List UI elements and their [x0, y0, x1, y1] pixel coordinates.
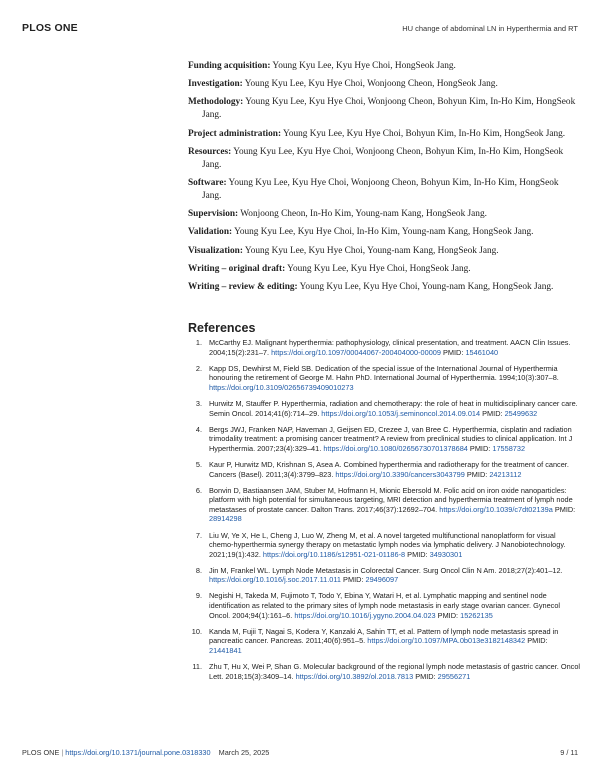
contribution-role: Supervision: — [188, 209, 239, 220]
reference-number: 3. — [195, 398, 202, 408]
author-contributions — [188, 60, 580, 299]
reference-text: Kanda M, Fujii T, Nagai S, Kodera Y, Kanzaki A, Sahin TT, et al. Pattern of lymph node metastasis spread in pancreatic cancer. Pancreas. 2011;40(6):951–5. — [209, 626, 559, 646]
reference-item: 7. Liu W, Ye X, He L, Cheng J, Luo W, Zheng M, et al. A novel targeted multifunctional nanoplatform for visual chemo-hyperthermia synergy therapy on metastatic lymph nodes via lymphatic delivery. J Nanobiotechnology. 2021;19(1):432. https://doi.org/10.1186/s12951-021-01186-8 PMID: 34930301 — [188, 531, 582, 560]
reference-pmid-link[interactable]: 29556271 — [437, 671, 471, 681]
reference-text: Hurwitz M, Stauffer P. Hyperthermia, radiation and chemotherapy: the role of heat in multidisciplinary cancer care. Semin Oncol. 2014;41(6):714–29. — [209, 398, 578, 418]
reference-pmid-link[interactable]: 15262135 — [460, 610, 493, 620]
reference-number: 11. — [192, 662, 202, 672]
reference-item: 3. Hurwitz M, Stauffer P. Hyperthermia, radiation and chemotherapy: the role of heat in multidisciplinary cancer care. Semin Oncol. 2014;41(6):714–29. https://doi.org/10.1053/j.seminoncol.2014.09.014 PMID: 25499632 — [188, 399, 582, 418]
reference-doi-link[interactable]: https://doi.org/10.1016/j.ygyno.2004.04.023 — [294, 610, 436, 620]
reference-number: 8. — [195, 565, 202, 575]
reference-text: Negishi H, Takeda M, Fujimoto T, Todo Y, Ebina Y, Watari H, et al. Lymphatic mapping and sentinel node identification as related to the primary sites of lymph node metastasis in early stage ovarian cancer. Gynecol Oncol. 2004;94(1):161–6. — [209, 591, 561, 620]
reference-text: Bonvin D, Bastiaansen JAM, Stuber M, Hofmann H, Mionic Ebersold M. Folic acid on iron oxide nanoparticles: platform with high potential for simultaneous targeting, MRI detection and hyperthermia treatment of lymph node metastases of prostate cancer. Dalton Trans. 2017;46(37):12692–704. — [209, 485, 573, 514]
reference-pmid-link[interactable]: 21441841 — [209, 645, 242, 655]
reference-list — [188, 338, 582, 688]
reference-doi-link[interactable]: https://doi.org/10.3109/02656739409010273 — [209, 382, 354, 392]
reference-item: 11. Zhu T, Hu X, Wei P, Shan G. Molecular background of the regional lymph node metastasis of gastric cancer. Oncol Lett. 2018;15(3):3409–14. https://doi.org/10.3892/ol.2018.7813 PMID: 29556271 — [188, 662, 582, 681]
reference-text: Kapp DS, Dewhirst M, Field SB. Dedication of the special issue of the International Journal of Hyperthermia honouring the retirement of George M. Hahn PhD. International Journal of Hyperthermia. 1994;10(3):307–8. — [209, 363, 559, 383]
contribution-entry — [188, 263, 580, 276]
contribution-role: Investigation: — [188, 79, 243, 90]
reference-number: 7. — [195, 530, 202, 540]
reference-number: 2. — [195, 363, 202, 373]
contribution-role: Resources: — [188, 146, 232, 157]
contribution-entry — [188, 128, 580, 141]
contribution-role: Validation: — [188, 227, 233, 238]
reference-number: 9. — [195, 591, 202, 601]
running-title: HU change of abdominal LN in Hyperthermia and RT — [402, 24, 578, 33]
reference-doi-link[interactable]: https://doi.org/10.1053/j.seminoncol.2014.09.014 — [321, 408, 481, 418]
contribution-entry — [188, 281, 580, 294]
contribution-names: Young Kyu Lee, Kyu Hye Choi, HongSeok Jang. — [272, 61, 456, 71]
reference-number: 6. — [195, 485, 202, 495]
contribution-role: Writing – original draft: — [188, 263, 286, 274]
contribution-names: Young Kyu Lee, Kyu Hye Choi, Young-nam Kang, HongSeok Jang. — [244, 245, 499, 256]
reference-pmid-link[interactable]: 15461040 — [465, 347, 499, 357]
contribution-entry — [188, 96, 580, 122]
page-header — [0, 0, 600, 42]
contribution-names: Young Kyu Lee, Kyu Hye Choi, Young-nam Kang, HongSeok Jang. — [299, 281, 554, 292]
footer-brand: PLOS ONE — [22, 748, 60, 757]
contribution-names: Wonjoong Cheon, In-Ho Kim, Young-nam Kang, HongSeok Jang. — [240, 209, 487, 220]
reference-doi-link[interactable]: https://doi.org/10.3390/cancers3043799 — [335, 469, 465, 479]
contribution-names: Young Kyu Lee, Kyu Hye Choi, Wonjoong Cheon, Bohyun Kim, In-Ho Kim, HongSeok Jang. — [202, 146, 564, 170]
reference-doi-link[interactable]: https://doi.org/10.1080/02656730701378684 — [323, 443, 468, 453]
reference-text: Jin M, Frankel WL. Lymph Node Metastasis in Colorectal Cancer. Surg Oncol Clin N Am. 2018;27(2):401–12. — [209, 565, 563, 575]
reference-number: 10. — [191, 626, 202, 636]
contribution-role: Software: — [188, 177, 227, 188]
contribution-entry — [188, 226, 580, 239]
contribution-names: Young Kyu Lee, Kyu Hye Choi, HongSeok Jang. — [287, 263, 471, 274]
page-number: 9 / 11 — [560, 748, 578, 757]
page-footer — [22, 748, 578, 757]
reference-number: 5. — [195, 459, 202, 469]
contribution-entry — [188, 208, 580, 221]
footer-separator: | — [61, 748, 64, 757]
contribution-names: Young Kyu Lee, Kyu Hye Choi, Bohyun Kim, In-Ho Kim, HongSeok Jang. — [283, 128, 566, 139]
contribution-entry — [188, 78, 580, 91]
contribution-names: Young Kyu Lee, Kyu Hye Choi, Wonjoong Cheon, Bohyun Kim, In-Ho Kim, HongSeok Jang. — [202, 177, 559, 201]
contribution-entry — [188, 245, 580, 258]
reference-pmid-link[interactable]: 25499632 — [504, 408, 538, 418]
reference-number: 1. — [195, 338, 202, 347]
reference-item: 10. Kanda M, Fujii T, Nagai S, Kodera Y, Kanzaki A, Sahin TT, et al. Pattern of lymph node metastasis spread in pancreatic cancer. Pancreas. 2011;40(6):951–5. https://doi.org/10.1097/MPA.0b013e3182148342 PMID: 21441841 — [188, 627, 582, 656]
contribution-names: Young Kyu Lee, Kyu Hye Choi, In-Ho Kim, Young-nam Kang, HongSeok Jang. — [234, 227, 534, 238]
reference-doi-link[interactable]: https://doi.org/10.1186/s12951-021-01186-8 — [262, 549, 406, 559]
footer-date: March 25, 2025 — [218, 748, 270, 757]
contribution-role: Writing – review & editing: — [188, 281, 298, 292]
reference-item: 8. Jin M, Frankel WL. Lymph Node Metastasis in Colorectal Cancer. Surg Oncol Clin N Am. 2018;27(2):401–12. https://doi.org/10.1016/j.soc.2017.11.011 PMID: 29496097 — [188, 566, 582, 585]
reference-doi-link[interactable]: https://doi.org/10.1097/MPA.0b013e3182148342 — [367, 636, 526, 646]
reference-number: 4. — [195, 424, 202, 434]
reference-item — [188, 364, 582, 393]
reference-text: Zhu T, Hu X, Wei P, Shan G. Molecular background of the regional lymph node metastasis of gastric cancer. Oncol Lett. 2018;15(3):3409–14. — [209, 662, 581, 681]
reference-pmid-link[interactable]: 28914298 — [209, 514, 242, 524]
reference-doi-link[interactable]: https://doi.org/10.1097/00044067-200404000-00009 — [271, 347, 441, 357]
reference-text: Liu W, Ye X, He L, Cheng J, Luo W, Zheng M, et al. A novel targeted multifunctional nanoplatform for visual chemo-hyperthermia synergy therapy on metastatic lymph nodes via lymphatic delivery. J Nanobiotechnology. 2021;19(1):432. — [209, 530, 566, 559]
contribution-entry — [188, 177, 580, 203]
contribution-entry — [188, 146, 580, 172]
reference-pmid-link[interactable]: 24213112 — [489, 469, 522, 479]
contribution-names: Young Kyu Lee, Kyu Hye Choi, Wonjoong Cheon, Bohyun Kim, In-Ho Kim, HongSeok Jang. — [202, 97, 576, 121]
reference-doi-link[interactable]: https://doi.org/10.1016/j.soc.2017.11.011 — [209, 575, 342, 585]
reference-pmid-link[interactable]: 29496097 — [365, 575, 399, 585]
reference-item: 5. Kaur P, Hurwitz MD, Krishnan S, Asea A. Combined hyperthermia and radiotherapy for the treatment of cancer. Cancers (Basel). 2011;3(4):3799–823. https://doi.org/10.3390/cancers3043799 PMID: 24213112 — [188, 460, 582, 479]
reference-item: 1. McCarthy EJ. Malignant hyperthermia: pathophysiology, clinical presentation, and treatment. AACN Clin Issues. 2004;15(2):231–7. https://doi.org/10.1097/00044067-200404000-00009 PMID: 15461040 — [188, 338, 582, 357]
journal-brand: PLOS ONE — [22, 22, 78, 34]
contribution-names: Young Kyu Lee, Kyu Hye Choi, Wonjoong Cheon, HongSeok Jang. — [244, 79, 498, 90]
reference-item: 9. Negishi H, Takeda M, Fujimoto T, Todo Y, Ebina Y, Watari H, et al. Lymphatic mapping and sentinel node identification as related to the primary sites of lymph node metastasis in early stage ovarian cancer. Gynecol Oncol. 2004;94(1):161–6. https://doi.org/10.1016/j.ygyno.2004.04.023 PMID: 15262135 — [188, 591, 582, 620]
contribution-entry — [188, 60, 580, 73]
reference-text: McCarthy EJ. Malignant hyperthermia: pathophysiology, clinical presentation, and treatment. AACN Clin Issues. 2004;15(2):231–7. — [209, 338, 571, 357]
footer-doi-link[interactable]: https://doi.org/10.1371/journal.pone.0318330 — [65, 748, 211, 757]
contribution-role: Visualization: — [188, 245, 243, 256]
references-heading: References — [188, 321, 256, 335]
contribution-role: Funding acquisition: — [188, 61, 271, 71]
reference-doi-link[interactable]: https://doi.org/10.3892/ol.2018.7813 — [295, 671, 414, 681]
contribution-role: Project administration: — [188, 128, 282, 139]
contribution-role: Methodology: — [188, 97, 244, 108]
reference-doi-link[interactable]: https://doi.org/10.1039/c7dt02139a — [439, 504, 553, 514]
reference-text: Bergs JWJ, Franken NAP, Haveman J, Geijsen ED, Crezee J, van Bree C. Hyperthermia, cisplatin and radiation trimodality treatment: a promising cancer treatment? A review from preclinical studies to clinical application. Int J Hyperthermia. 2007;23(4):329–41. — [209, 424, 573, 453]
reference-pmid-link[interactable]: 34930301 — [429, 549, 463, 559]
reference-text: Kaur P, Hurwitz MD, Krishnan S, Asea A. Combined hyperthermia and radiotherapy for the treatment of cancer. Cancers (Basel). 2011;3(4):3799–823. — [209, 459, 569, 479]
reference-item: 6. Bonvin D, Bastiaansen JAM, Stuber M, Hofmann H, Mionic Ebersold M. Folic acid on iron oxide nanoparticles: platform with high potential for simultaneous targeting, MRI detection and hyperthermia treatment of lymph node metastases of prostate cancer. Dalton Trans. 2017;46(37):12692–704. https://doi.org/10.1039/c7dt02139a PMID: 28914298 — [188, 486, 582, 524]
reference-item: 4. Bergs JWJ, Franken NAP, Haveman J, Geijsen ED, Crezee J, van Bree C. Hyperthermia, cisplatin and radiation trimodality treatment: a promising cancer treatment? A review from preclinical studies to clinical application. Int J Hyperthermia. 2007;23(4):329–41. https://doi.org/10.1080/02656730701378684 PMID: 17558732 — [188, 425, 582, 454]
reference-pmid-link[interactable]: 17558732 — [492, 443, 526, 453]
